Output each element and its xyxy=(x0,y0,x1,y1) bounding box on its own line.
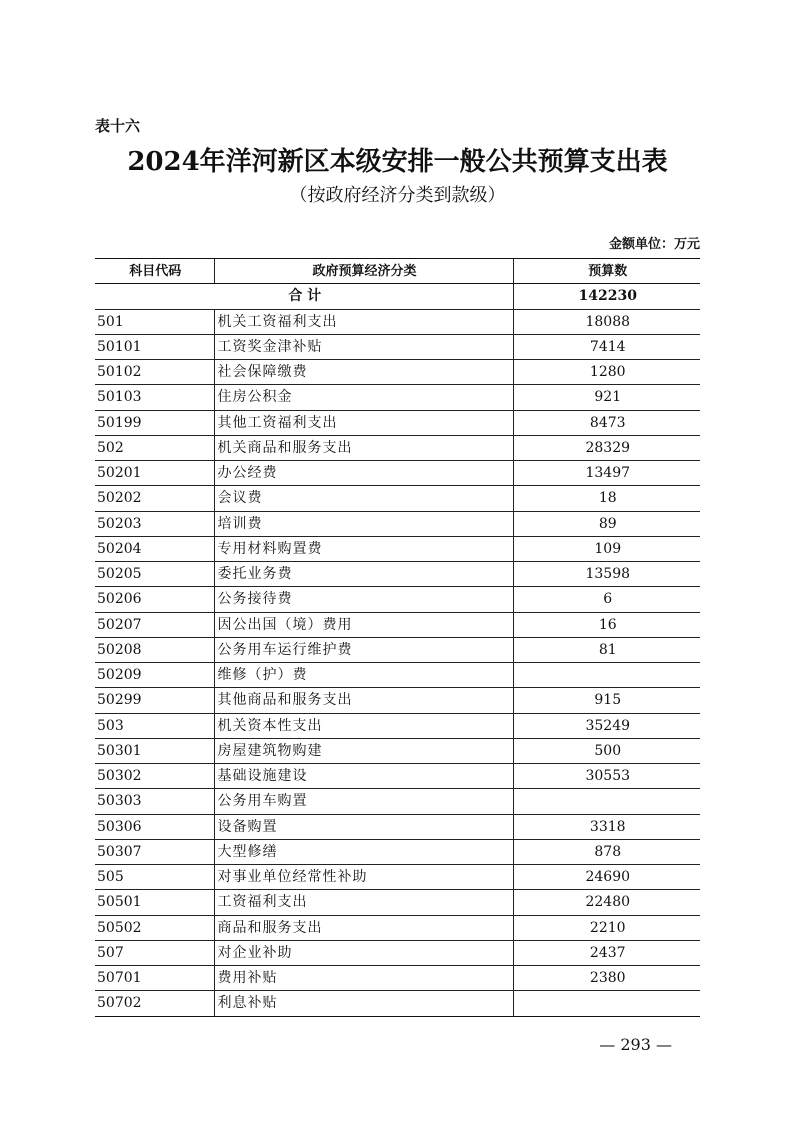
amount-cell: 18088 xyxy=(513,309,700,334)
amount-cell: 81 xyxy=(513,637,700,662)
code-cell: 50205 xyxy=(95,562,214,587)
classification-cell: 其他商品和服务支出 xyxy=(214,688,513,713)
amount-cell: 24690 xyxy=(513,865,700,890)
code-cell: 50101 xyxy=(95,334,214,359)
amount-cell: 6 xyxy=(513,587,700,612)
classification-cell: 费用补贴 xyxy=(214,966,513,991)
classification-cell: 工资奖金津补贴 xyxy=(214,334,513,359)
classification-cell: 公务接待费 xyxy=(214,587,513,612)
classification-cell: 对企业补助 xyxy=(214,940,513,965)
classification-cell: 商品和服务支出 xyxy=(214,915,513,940)
table-row xyxy=(95,309,700,334)
classification-cell: 住房公积金 xyxy=(214,385,513,410)
classification-cell: 办公经费 xyxy=(214,461,513,486)
table-row xyxy=(95,865,700,890)
code-cell: 50201 xyxy=(95,461,214,486)
table-row xyxy=(95,334,700,359)
amount-cell: 7414 xyxy=(513,334,700,359)
classification-cell: 公务用车购置 xyxy=(214,789,513,814)
page-number: — 293 — xyxy=(599,1035,672,1054)
amount-cell: 16 xyxy=(513,612,700,637)
classification-cell: 机关商品和服务支出 xyxy=(214,435,513,460)
table-row xyxy=(95,839,700,864)
total-row xyxy=(95,284,700,309)
code-cell: 50307 xyxy=(95,839,214,864)
classification-cell: 培训费 xyxy=(214,511,513,536)
table-label: 表十六 xyxy=(95,117,141,135)
column-header-amount: 预算数 xyxy=(513,259,700,284)
amount-cell: 8473 xyxy=(513,410,700,435)
code-cell: 50103 xyxy=(95,385,214,410)
table-row xyxy=(95,890,700,915)
classification-cell: 维修（护）费 xyxy=(214,663,513,688)
classification-cell: 公务用车运行维护费 xyxy=(214,637,513,662)
classification-cell: 对事业单位经常性补助 xyxy=(214,865,513,890)
table-row xyxy=(95,410,700,435)
table-row xyxy=(95,688,700,713)
amount-cell: 3318 xyxy=(513,814,700,839)
table-row xyxy=(95,612,700,637)
total-amount: 142230 xyxy=(513,284,700,309)
classification-cell: 因公出国（境）费用 xyxy=(214,612,513,637)
code-cell: 502 xyxy=(95,435,214,460)
amount-cell: 500 xyxy=(513,738,700,763)
classification-cell: 社会保障缴费 xyxy=(214,360,513,385)
table-row xyxy=(95,486,700,511)
table-row xyxy=(95,663,700,688)
classification-cell: 委托业务费 xyxy=(214,562,513,587)
code-cell: 50701 xyxy=(95,966,214,991)
code-cell: 50209 xyxy=(95,663,214,688)
amount-cell: 28329 xyxy=(513,435,700,460)
amount-cell xyxy=(513,663,700,688)
table-row xyxy=(95,991,700,1016)
classification-cell: 机关资本性支出 xyxy=(214,713,513,738)
total-label: 合 计 xyxy=(95,284,513,309)
amount-cell: 89 xyxy=(513,511,700,536)
code-cell: 50208 xyxy=(95,637,214,662)
table-header-row xyxy=(95,259,700,284)
code-cell: 50502 xyxy=(95,915,214,940)
table-row xyxy=(95,637,700,662)
code-cell: 507 xyxy=(95,940,214,965)
code-cell: 50301 xyxy=(95,738,214,763)
classification-cell: 专用材料购置费 xyxy=(214,536,513,561)
amount-cell: 18 xyxy=(513,486,700,511)
code-cell: 50303 xyxy=(95,789,214,814)
classification-cell: 设备购置 xyxy=(214,814,513,839)
amount-cell: 13497 xyxy=(513,461,700,486)
amount-cell: 2210 xyxy=(513,915,700,940)
code-cell: 50202 xyxy=(95,486,214,511)
table-body xyxy=(95,284,700,1016)
amount-cell: 2437 xyxy=(513,940,700,965)
classification-cell: 房屋建筑物购建 xyxy=(214,738,513,763)
code-cell: 50199 xyxy=(95,410,214,435)
amount-cell: 22480 xyxy=(513,890,700,915)
table-row xyxy=(95,940,700,965)
code-cell: 50299 xyxy=(95,688,214,713)
table-row xyxy=(95,511,700,536)
table-row xyxy=(95,562,700,587)
code-cell: 50206 xyxy=(95,587,214,612)
amount-cell: 13598 xyxy=(513,562,700,587)
classification-cell: 其他工资福利支出 xyxy=(214,410,513,435)
code-cell: 501 xyxy=(95,309,214,334)
classification-cell: 工资福利支出 xyxy=(214,890,513,915)
budget-table xyxy=(95,258,700,1017)
table-row xyxy=(95,461,700,486)
code-cell: 50302 xyxy=(95,764,214,789)
table-row xyxy=(95,360,700,385)
page-title: 2024年洋河新区本级安排一般公共预算支出表 xyxy=(127,147,668,177)
classification-cell: 基础设施建设 xyxy=(214,764,513,789)
table-row xyxy=(95,536,700,561)
code-cell: 50207 xyxy=(95,612,214,637)
amount-cell: 1280 xyxy=(513,360,700,385)
table-row xyxy=(95,915,700,940)
amount-cell: 30553 xyxy=(513,764,700,789)
amount-cell: 921 xyxy=(513,385,700,410)
amount-cell xyxy=(513,991,700,1016)
classification-cell: 会议费 xyxy=(214,486,513,511)
code-cell: 50203 xyxy=(95,511,214,536)
table-row xyxy=(95,764,700,789)
column-header-classification: 政府预算经济分类 xyxy=(214,259,513,284)
page-subtitle: （按政府经济分类到款级） xyxy=(289,185,506,206)
amount-cell xyxy=(513,789,700,814)
table-row xyxy=(95,587,700,612)
amount-unit: 金额单位：万元 xyxy=(608,237,700,252)
classification-cell: 机关工资福利支出 xyxy=(214,309,513,334)
table-row xyxy=(95,385,700,410)
code-cell: 505 xyxy=(95,865,214,890)
code-cell: 50306 xyxy=(95,814,214,839)
code-cell: 50702 xyxy=(95,991,214,1016)
code-cell: 50501 xyxy=(95,890,214,915)
table-row xyxy=(95,713,700,738)
table-row xyxy=(95,966,700,991)
column-header-code: 科目代码 xyxy=(95,259,214,284)
code-cell: 50102 xyxy=(95,360,214,385)
code-cell: 503 xyxy=(95,713,214,738)
table-row xyxy=(95,435,700,460)
amount-cell: 35249 xyxy=(513,713,700,738)
amount-cell: 2380 xyxy=(513,966,700,991)
table-row xyxy=(95,814,700,839)
classification-cell: 大型修缮 xyxy=(214,839,513,864)
amount-cell: 878 xyxy=(513,839,700,864)
amount-cell: 915 xyxy=(513,688,700,713)
code-cell: 50204 xyxy=(95,536,214,561)
table-row xyxy=(95,789,700,814)
amount-cell: 109 xyxy=(513,536,700,561)
classification-cell: 利息补贴 xyxy=(214,991,513,1016)
table-row xyxy=(95,738,700,763)
